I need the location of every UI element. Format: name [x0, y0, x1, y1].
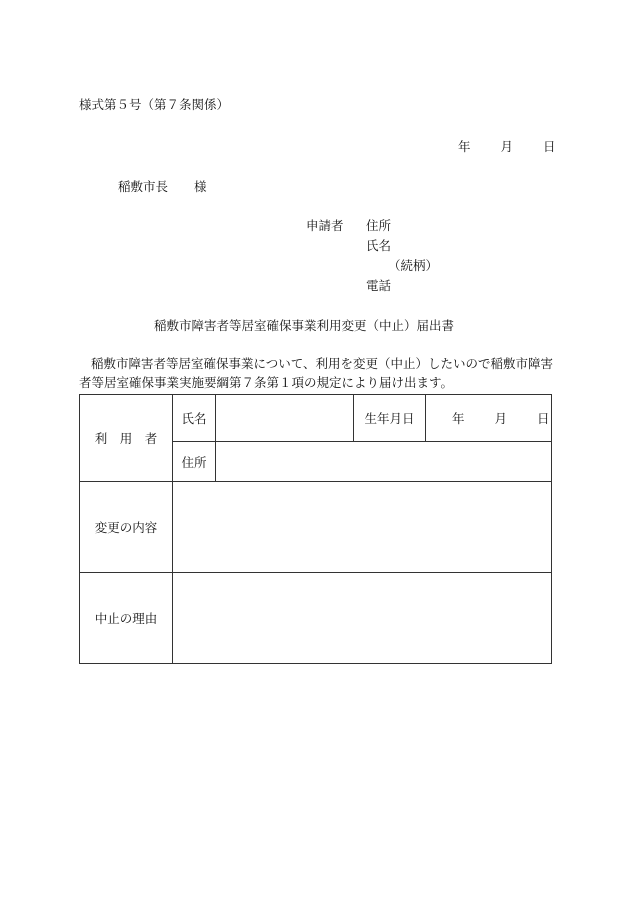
user-label-cell [80, 395, 173, 482]
applicant-phone-label: 電話 [366, 278, 392, 293]
applicant-label: 申請者 [306, 218, 344, 233]
form-number: 様式第５号（第７条関係） [79, 97, 230, 112]
user-label: 利 用 者 [94, 431, 158, 446]
birthdate-input-cell[interactable] [426, 395, 552, 442]
address-label: 住所 [181, 454, 207, 470]
birth-day-label: 日 [537, 411, 550, 426]
name-label-cell [173, 395, 216, 442]
birth-month-label: 月 [494, 411, 508, 426]
document-title: 稲敷市障害者等居室確保事業利用変更（中止）届出書 [154, 318, 455, 333]
date-line [458, 137, 556, 155]
reason-label-cell [80, 573, 173, 664]
applicant-address-label: 住所 [366, 218, 392, 233]
addressee-name: 稲敷市長 [118, 179, 169, 194]
form-table [79, 394, 552, 664]
birth-year-label: 年 [452, 411, 465, 426]
name-input-cell[interactable] [216, 395, 354, 442]
body-text: 稲敷市障害者等居室確保事業について、利用を変更（中止）したいので稲敷市障害者等居室確保事業実施要綱第７条第１項の規定により届け出ます。 [79, 356, 554, 390]
change-label: 変更の内容 [94, 520, 158, 535]
name-label: 氏名 [181, 411, 207, 426]
date-month: 月 [500, 139, 514, 154]
address-label-cell [173, 442, 216, 482]
birthdate-label: 生年月日 [364, 411, 415, 426]
reason-label: 中止の理由 [94, 611, 158, 626]
reason-input-cell[interactable] [173, 573, 552, 664]
change-label-cell [80, 482, 173, 573]
birthdate-label-cell [354, 395, 426, 442]
addressee [118, 177, 207, 195]
change-input-cell[interactable] [173, 482, 552, 573]
applicant-name-label: 氏名 [366, 238, 392, 253]
applicant-relationship-label: （続柄） [388, 258, 439, 273]
addressee-honorific: 様 [194, 179, 207, 194]
date-day: 日 [543, 139, 556, 154]
address-input-cell[interactable] [216, 442, 552, 482]
date-year: 年 [458, 139, 471, 154]
